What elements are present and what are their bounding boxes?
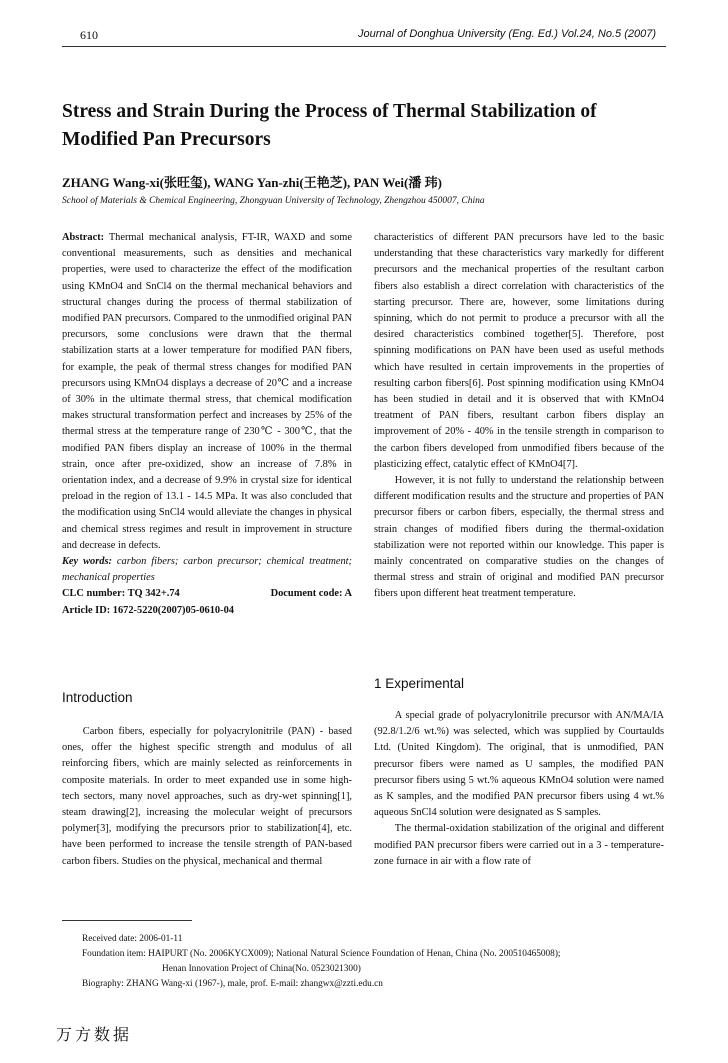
received-date: Received date: 2006-01-11	[82, 934, 183, 944]
experimental-paragraph-2: The thermal-oxidation stabilization of the original and different modified PAN precursor fibers were carried out in a 3 - temperature-zone furnace in air with a flow rate of	[374, 823, 664, 867]
keywords-label: Key words:	[62, 556, 112, 568]
experimental-heading: 1 Experimental	[374, 676, 465, 691]
introduction-body	[62, 724, 352, 870]
right-paragraph-2: However, it is not fully to understand the relationship between different modification results and the structure and properties of PAN precursor fibers or carbon fibers, especially, the thermal stress and strain changes of modified fibers during the thermal-oxidation stabilization were not reported within our knowledge. This paper is mainly concentrated on comparative studies on the changes of thermal stress and strain of original and modified PAN precursor fibers upon different heat treatment temperature.	[374, 475, 664, 600]
author-list: ZHANG Wang-xi(张旺玺), WANG Yan-zhi(王艳芝), PAN Wei(潘 玮)	[62, 175, 442, 190]
keywords-text: carbon fibers; carbon precursor; chemical treatment; mechanical properties	[62, 556, 352, 584]
abstract-label: Abstract:	[62, 232, 105, 243]
page-number: 610	[80, 28, 98, 42]
right-paragraph-1: characteristics of different PAN precursors have led to the basic understanding that these characteristics vary markedly for different precursors and the mechanical properties of the resultant carbon fibers also establish a direct correlation with characteristics of the starting precursor. There are, however, some limitations during spinning, which do not permit to produce a precursor with all the desired characteristics combined together[5]. Therefore, post spinning modifications on PAN have been used as useful methods which have resulted in certain improvements in the properties of resulting carbon fibers[6]. Post spinning modification using KMnO4 has been studied in detail and it is observed that with KMnO4 treatment of PAN fibers, resultant carbon fibers display an improvement of 20% - 40% in the tensile strength in comparison to the carbon fibers developed from unmodified fibers because of the plasticizing effect, catalytic effect of KMnO4[7].	[374, 232, 664, 470]
foundation-item-continued: Henan Innovation Project of China(No. 0523021300)	[162, 964, 361, 974]
document-code: Document code: A	[270, 588, 352, 600]
classification-row	[62, 586, 352, 602]
abstract	[62, 230, 352, 554]
experimental-body	[374, 708, 664, 870]
introduction-heading: Introduction	[62, 690, 133, 705]
watermark-stamp: 万方数据	[56, 1025, 133, 1044]
experimental-paragraph-1: A special grade of polyacrylonitrile precursor with AN/MA/IA (92.8/1.2/6 wt.%) was selected, which was supplied by Courtaulds Ltd. (United Kingdom). The original, that is unmodified, PAN precursor fibers were named as U samples, the modified PAN precursor fibers using 5 wt.% aqueous KMnO4 solution were named as K samples, and the modified PAN precursor fibers using 4 wt.% aqueous SnCl4 solution were designated as S samples.	[374, 710, 664, 819]
keywords	[62, 554, 352, 586]
foundation-item: Foundation item: HAIPURT (No. 2006KYCX009); National Natural Science Foundation of Henan, China (No. 200510465008);	[82, 949, 561, 959]
journal-header: Journal of Donghua University (Eng. Ed.) Vol.24, No.5 (2007)	[358, 28, 656, 40]
footnotes	[82, 932, 682, 992]
left-column	[62, 230, 352, 619]
clc-number: CLC number: TQ 342+.74	[62, 588, 180, 600]
article-id: Article ID: 1672-5220(2007)05-0610-04	[62, 604, 234, 616]
author-biography: Biography: ZHANG Wang-xi (1967-), male, prof. E-mail: zhangwx@zzti.edu.cn	[82, 979, 383, 989]
right-column	[374, 230, 664, 603]
footnote-rule	[62, 920, 192, 921]
paper-title: Stress and Strain During the Process of Thermal Stabilization of Modified Pan Precursors	[62, 101, 597, 150]
header-rule	[62, 46, 666, 47]
abstract-text: Thermal mechanical analysis, FT-IR, WAXD and some conventional measurements, such as densities and mechanical properties, were used to characterize the effect of the modification using KMnO4 and SnCl4 on the thermal mechanical behaviors and structural changes during the process of thermal stabilization of modified PAN precursors. Compared to the unmodified original PAN precursors, some conclusions were drawn that the thermal stabilization starts at a lower temperature for modified PAN fibers, for example, the peak of thermal stress changes for modified PAN precursors using KMnO4 displays a decrease of 20℃ and a increase of 30% in the ultimate thermal stress, that chemical modification makes structural transformation perfect and increases by 25% of the thermal stress at the temperature range of 230℃ - 300℃, that the modified PAN fibers display an increase of 100% in the thermal strain, once after pre-oxidized, show an increase of 7.8% in orientation index, and a decrease of 9.9% in crystal size for identical preload in the region of 13.1 - 14.5 MPa. It was also concluded that the modification using SnCl4 would alleviate the changes in physical and chemical stress regimes and result in improvement in structure and decrease in defects.	[62, 232, 352, 551]
affiliation: School of Materials & Chemical Engineering, Zhongyuan University of Technology, Zhengzhou 450007, China	[62, 196, 485, 206]
introduction-paragraph: Carbon fibers, especially for polyacrylonitrile (PAN) - based ones, offer the highest specific strength and modulus of all reinforcing fibers, which are mainly selected as reinforcements in composite materials. In order to meet expanded use in some high-tech sectors, many novel approaches, such as dry-wet spinning[1], steam drawing[2], increasing the molecular weight of precursors polymer[3], modifying the precursors prior to stabilization[4], etc. have been performed to increase the tensile strength of PAN-based carbon fibers. Studies on the physical, mechanical and thermal	[62, 726, 352, 867]
